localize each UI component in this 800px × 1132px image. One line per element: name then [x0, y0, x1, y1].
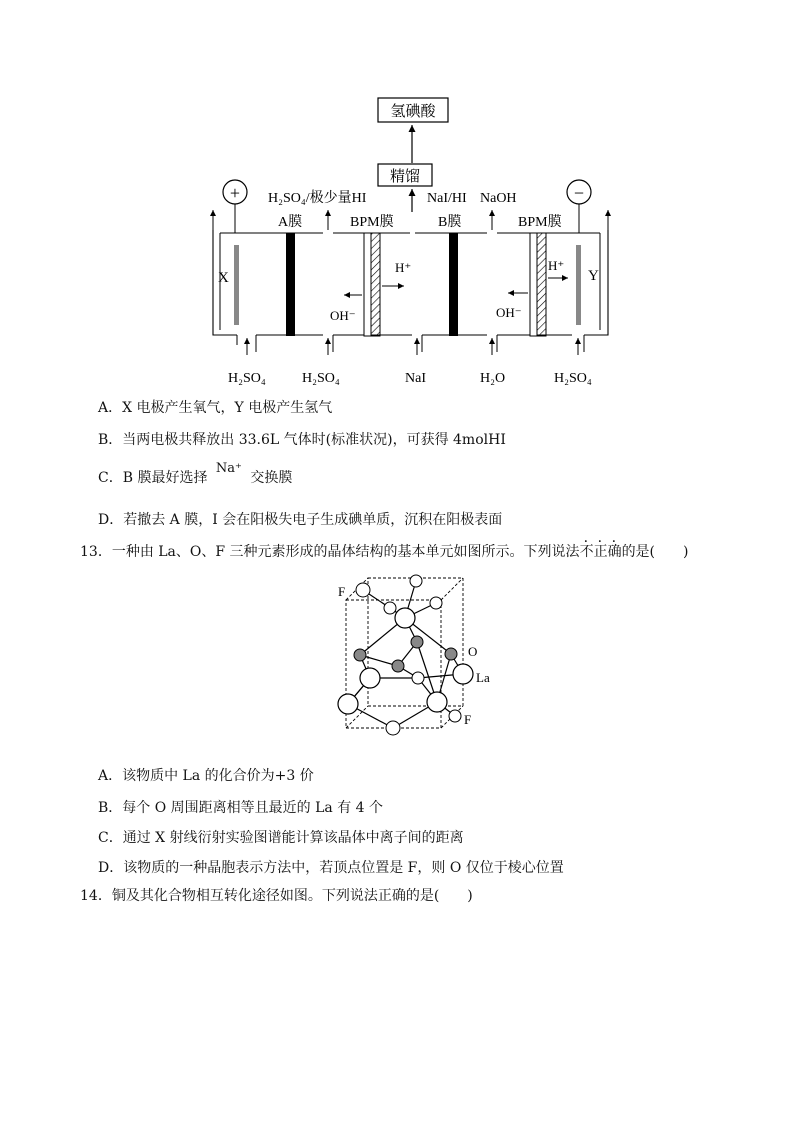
- q13-option-a: A．该物质中 La 的化合价为+3 价: [98, 768, 314, 784]
- distillation-label: 精馏: [389, 169, 421, 185]
- top-label-h2so4-hi: H₂SO₄/极少量HI: [268, 191, 367, 206]
- electrode-y: [576, 245, 581, 325]
- crystal-label-f-top: F: [338, 584, 346, 599]
- bpm-membrane-2: [537, 233, 546, 336]
- membrane-b: [449, 233, 458, 336]
- bottom-label-2: H₂SO₄: [302, 371, 340, 386]
- crystal-label-la: La: [476, 670, 490, 685]
- electrode-x: [234, 245, 239, 325]
- hydroiodic-acid-label: 氢碘酸: [390, 104, 436, 120]
- q12-option-b: B．当两电极共释放出 33.6L 气体时(标准状况)，可获得 4molHI: [98, 432, 506, 448]
- svg-text:OH⁻: OH⁻: [496, 305, 522, 320]
- svg-text:A膜: A膜: [278, 215, 303, 230]
- q13-stem-pre: 13．一种由 La、O、F 三种元素形成的晶体结构的基本单元如图所示。下列说法: [80, 544, 580, 560]
- bottom-label-5: H₂SO₄: [554, 371, 592, 386]
- q12-option-c-suffix: 交换膜: [250, 470, 293, 486]
- bottom-label-4: H₂O: [480, 371, 506, 386]
- q12-option-c: [98, 461, 293, 489]
- electrolysis-cell-diagram: [190, 90, 630, 390]
- bpm-membrane-1: [371, 233, 380, 336]
- svg-text:−: −: [573, 183, 585, 203]
- svg-text:OH⁻: OH⁻: [330, 308, 356, 323]
- membrane-a: [286, 233, 295, 336]
- bottom-label-1: H₂SO₄: [228, 371, 266, 386]
- svg-text:H⁺: H⁺: [548, 258, 565, 273]
- q13-emphasis-1: 不: [579, 544, 594, 560]
- crystal-label-o: O: [468, 644, 478, 659]
- q13-emphasis-3: 确: [607, 544, 622, 560]
- svg-text:+: +: [229, 183, 241, 203]
- top-label-naoh: NaOH: [480, 191, 517, 206]
- q12-option-c-ion: Na⁺: [215, 461, 242, 476]
- q13-option-b: B．每个 O 周围距离相等且最近的 La 有 4 个: [98, 800, 384, 816]
- svg-text:X: X: [218, 270, 229, 286]
- q12-option-c-prefix: C．B 膜最好选择: [98, 470, 208, 486]
- q13-emphasis-2: 正: [593, 544, 608, 560]
- svg-text:H⁺: H⁺: [395, 260, 412, 275]
- q14-stem: 14．铜及其化合物相互转化途径如图。下列说法正确的是( ): [80, 888, 473, 904]
- bottom-label-3: NaI: [405, 371, 426, 386]
- q13-stem: [80, 542, 689, 562]
- crystal-label-f-bottom: F: [464, 712, 472, 727]
- q13-option-c: C．通过 X 射线衍射实验图谱能计算该晶体中离子间的距离: [98, 830, 464, 846]
- top-label-nai-hi: NaI/HI: [427, 191, 467, 206]
- q13-stem-post: 的是( ): [621, 544, 689, 560]
- svg-text:BPM膜: BPM膜: [518, 215, 562, 230]
- svg-text:BPM膜: BPM膜: [350, 215, 394, 230]
- svg-text:Y: Y: [588, 268, 599, 284]
- q13-option-d: D．该物质的一种晶胞表示方法中，若顶点位置是 F，则 O 仅位于棱心位置: [98, 860, 564, 876]
- crystal-structure-diagram: [330, 568, 500, 748]
- q12-option-d: D．若撤去 A 膜，I 会在阳极失电子生成碘单质，沉积在阳极表面: [98, 512, 503, 528]
- q12-option-a: A．X 电极产生氧气，Y 电极产生氢气: [98, 400, 333, 416]
- svg-text:B膜: B膜: [438, 215, 462, 230]
